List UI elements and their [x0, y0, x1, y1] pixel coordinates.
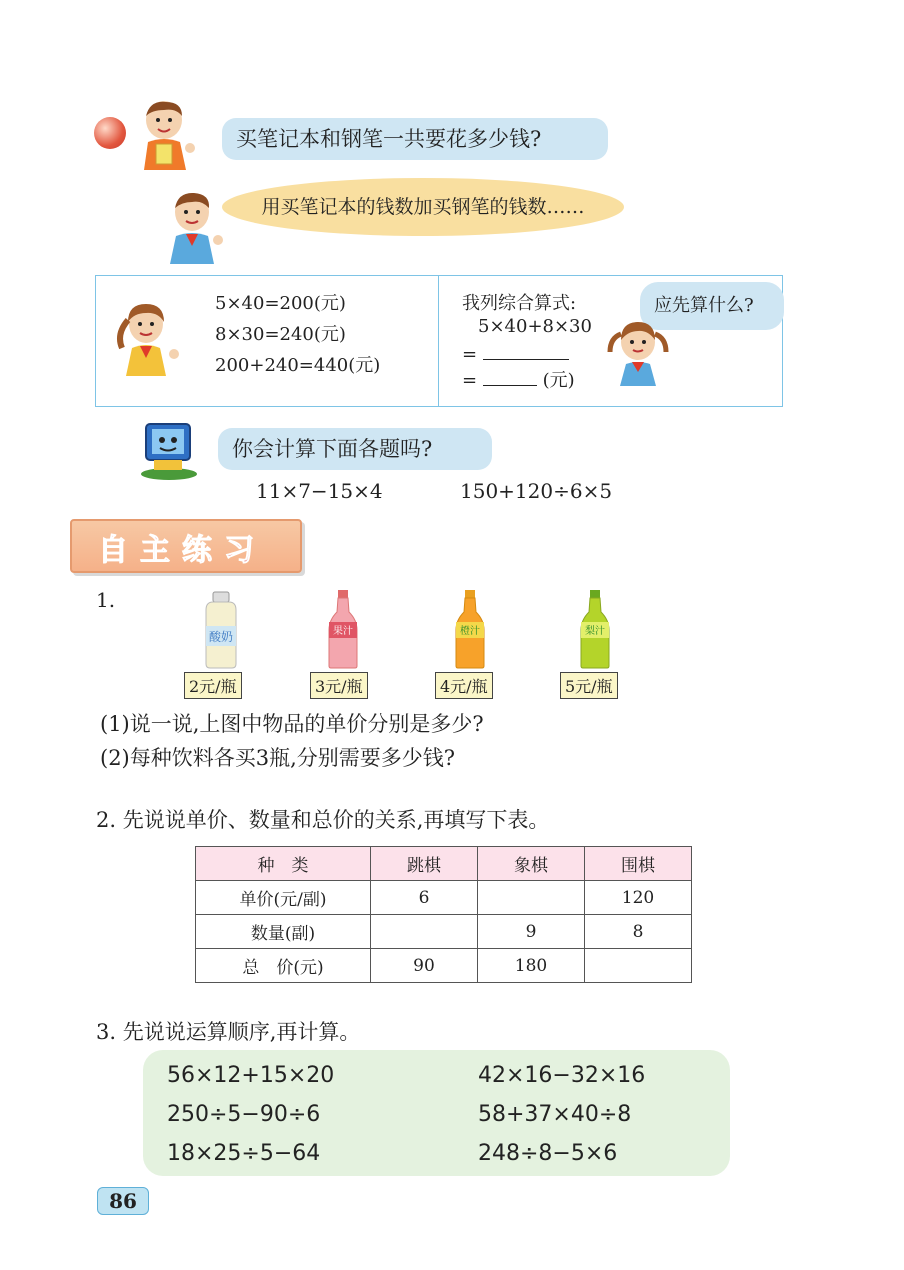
step-1: 5×40=200(元)	[215, 293, 346, 314]
row-label: 单价(元/副)	[196, 881, 371, 915]
table-cell: 8	[585, 915, 692, 949]
girl-character-icon	[604, 316, 672, 386]
try-bubble: 你会计算下面各题吗?	[218, 428, 492, 470]
juice-bottle-icon	[325, 588, 361, 670]
exercise-left-2: 250÷5−90÷6	[167, 1102, 321, 1127]
price-tag-pear: 5元/瓶	[560, 672, 618, 699]
q2-text: 2. 先说说单价、数量和总价的关系,再填写下表。	[96, 808, 550, 832]
table-cell: 90	[371, 949, 478, 983]
answer-blank-1[interactable]	[483, 341, 569, 360]
exercise-right-2: 58+37×40÷8	[478, 1102, 632, 1127]
unit-label: (元)	[542, 370, 575, 391]
header-cell: 跳棋	[371, 847, 478, 881]
q1-sub1: (1)说一说,上图中物品的单价分别是多少?	[100, 712, 484, 736]
svg-text:橙汁: 橙汁	[460, 626, 480, 637]
exercise-right-3: 248÷8−5×6	[478, 1141, 618, 1166]
svg-text:梨汁: 梨汁	[585, 626, 605, 637]
price-tag-yogurt: 2元/瓶	[184, 672, 242, 699]
row-label: 总 价(元)	[196, 949, 371, 983]
table-row	[196, 915, 692, 949]
pear-juice-bottle-icon	[577, 588, 613, 670]
section-title: 自主练习	[98, 533, 266, 568]
equals-sign: =	[462, 344, 478, 365]
answer-bubble: 用买笔记本的钱数加买钢笔的钱数……	[222, 178, 624, 236]
q3-text: 3. 先说说运算顺序,再计算。	[96, 1020, 361, 1044]
table-cell: 6	[371, 881, 478, 915]
combined-title: 我列综合算式:	[462, 293, 577, 314]
table-cell: 180	[478, 949, 585, 983]
girl-character-icon	[112, 300, 184, 376]
header-cell: 种 类	[196, 847, 371, 881]
table-cell: 9	[478, 915, 585, 949]
exercise-left-1: 56×12+15×20	[167, 1063, 335, 1088]
try-problem-2: 150+120÷6×5	[460, 479, 613, 503]
page-number: 86	[97, 1187, 149, 1215]
q1-number: 1.	[96, 588, 116, 612]
table-row	[196, 949, 692, 983]
boy-character-icon	[132, 98, 202, 170]
price-tag-juice: 3元/瓶	[310, 672, 368, 699]
hint-bubble: 应先算什么?	[640, 282, 784, 330]
red-ball-icon	[94, 117, 126, 149]
step-3: 200+240=440(元)	[215, 355, 381, 376]
step-2: 8×30=240(元)	[215, 324, 346, 345]
header-cell: 象棋	[478, 847, 585, 881]
table-header-row	[196, 847, 692, 881]
exercise-left-3: 18×25÷5−64	[167, 1141, 321, 1166]
equals-line-1	[462, 341, 569, 365]
q1-sub2: (2)每种饮料各买3瓶,分别需要多少钱?	[100, 746, 456, 770]
yogurt-bottle-icon	[198, 590, 244, 670]
exercise-right-1: 42×16−32×16	[478, 1063, 646, 1088]
orange-juice-bottle-icon	[452, 588, 488, 670]
equals-sign: =	[462, 370, 478, 391]
boy-character-icon	[164, 188, 230, 264]
svg-text:果汁: 果汁	[333, 626, 353, 637]
table-cell-blank[interactable]	[478, 881, 585, 915]
panel-divider	[438, 276, 439, 406]
header-cell: 围棋	[585, 847, 692, 881]
svg-text:酸奶: 酸奶	[208, 630, 234, 644]
combined-expression: 5×40+8×30	[478, 316, 592, 337]
question-bubble: 买笔记本和钢笔一共要花多少钱?	[222, 118, 608, 160]
computer-mascot-icon	[136, 418, 202, 482]
table-cell: 120	[585, 881, 692, 915]
try-problem-1: 11×7−15×4	[256, 479, 383, 503]
table-row	[196, 881, 692, 915]
equals-line-2	[462, 366, 575, 392]
price-tag-orange: 4元/瓶	[435, 672, 493, 699]
row-label: 数量(副)	[196, 915, 371, 949]
table-cell-blank[interactable]	[371, 915, 478, 949]
answer-blank-2[interactable]	[483, 367, 537, 386]
table-cell-blank[interactable]	[585, 949, 692, 983]
price-table	[195, 846, 692, 983]
